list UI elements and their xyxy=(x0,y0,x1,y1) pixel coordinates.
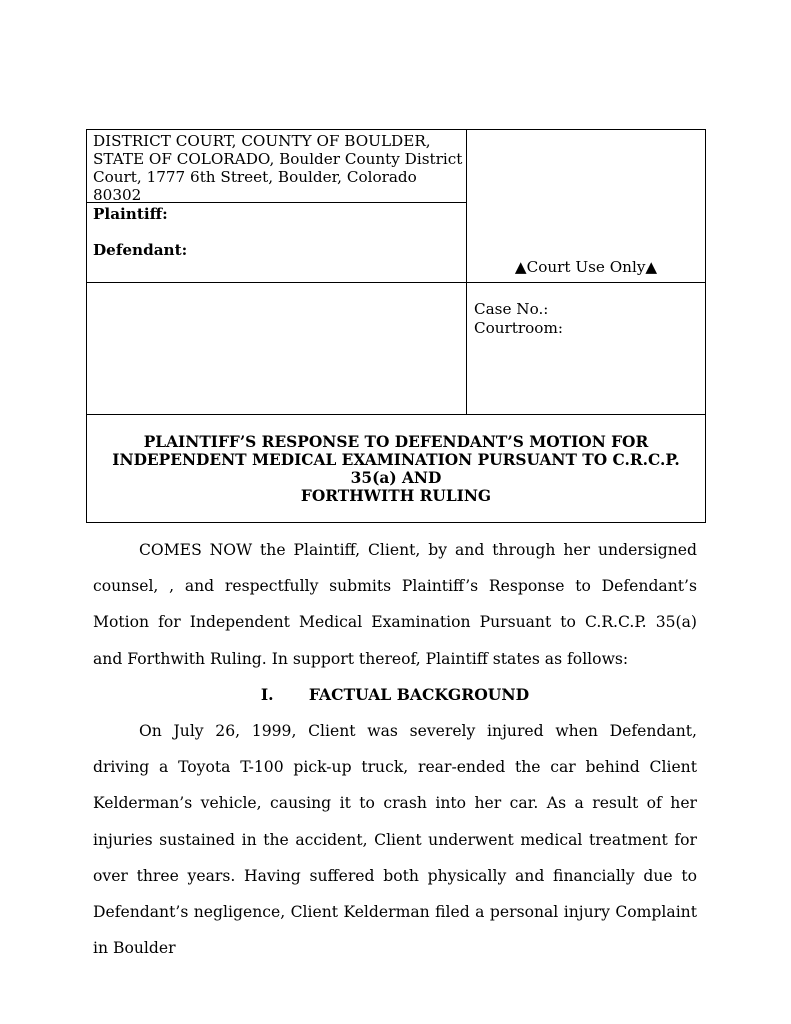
court-info-cell xyxy=(87,130,466,203)
case-number-cell xyxy=(466,282,705,414)
document-title xyxy=(87,414,705,522)
section-number: I. xyxy=(260,685,274,704)
plaintiff-label: Plaintiff: xyxy=(93,205,168,223)
courtroom-label: Courtroom: xyxy=(474,319,563,337)
background-paragraph: On July 26, 1999, Client was severely injured when Defendant, driving a Toyota T-100 pick-up truck, rear-ended the car behind Client Kelderman’s vehicle, causing it to crash into her car. As a result of her injuries sustained in the accident, Client underwent medical treatment for over three years. Having suffered both physically and financially due to Defendant’s negligence, Client Kelderman filed a personal injury Complaint in Boulder xyxy=(93,722,697,958)
court-use-cell xyxy=(466,130,705,282)
court-info-text: DISTRICT COURT, COUNTY OF BOULDER, STATE OF COLORADO, Boulder County District Court, 1777 6th Street, Boulder, Colorado 80302 xyxy=(93,132,463,204)
intro-paragraph: COMES NOW the Plaintiff, Client, by and through her undersigned counsel, , and respectfully submits Plaintiff’s Response to Defendant’s Motion for Independent Medical Examination Pursuant to C.R.C.P. 35(a) and Forthwith Ruling. In support thereof, Plaintiff states as follows: xyxy=(93,541,697,668)
parties-cell xyxy=(87,203,466,282)
attorney-info-cell xyxy=(87,282,466,414)
case-no-label: Case No.: xyxy=(474,300,549,318)
section-heading xyxy=(93,684,697,706)
court-use-only-label: ▲Court Use Only▲ xyxy=(514,258,658,276)
title-line-4: FORTHWITH RULING xyxy=(300,487,492,505)
section-title: FACTUAL BACKGROUND xyxy=(308,685,530,704)
intro-paragraph-block xyxy=(93,532,697,677)
background-paragraph-block xyxy=(93,713,697,966)
defendant-label: Defendant: xyxy=(93,241,188,259)
case-caption-table xyxy=(86,129,706,523)
title-line-3: 35(a) AND xyxy=(350,469,442,487)
title-line-1: PLAINTIFF’S RESPONSE TO DEFENDANT’S MOTION FOR xyxy=(143,433,649,451)
title-line-2: INDEPENDENT MEDICAL EXAMINATION PURSUANT TO C.R.C.P. xyxy=(112,451,680,469)
